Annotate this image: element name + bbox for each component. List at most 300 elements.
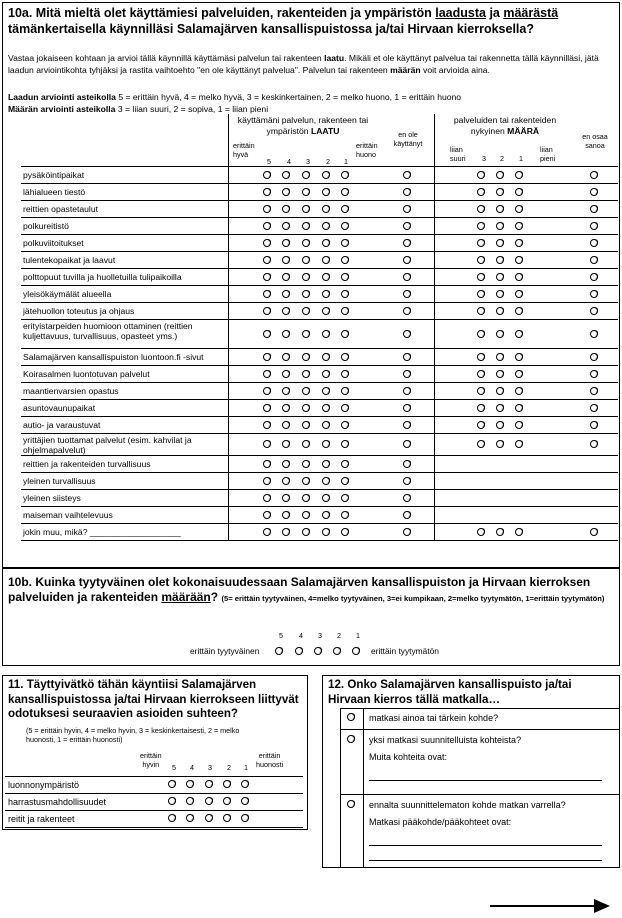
q11-row-divider [5,810,303,811]
quality-radio-row18-1[interactable] [341,477,349,485]
amount-radio-row15-3[interactable] [477,421,485,429]
amount-radio-row3-1[interactable] [515,205,523,213]
amount-radio-row13-3[interactable] [477,387,485,395]
quality-radio-row6-5[interactable] [263,256,271,264]
q12-main-destination-field-1[interactable] [369,845,602,846]
notused-radio-row20[interactable] [403,511,411,519]
quality-radio-row10-4[interactable] [282,330,290,338]
quality-radio-row15-2[interactable] [322,421,330,429]
quality-radio-row20-2[interactable] [322,511,330,519]
quality-num-5: 5 [267,157,271,166]
q10a-quality-scale: Laadun arviointi asteikolla 5 = erittäin hyvä, 4 = melko hyvä, 3 = keskinkertainen, 2 = melko huono, 1 = erittäin huono [8,92,462,102]
notused-radio-row15[interactable] [403,421,411,429]
quality-radio-row6-2[interactable] [322,256,330,264]
quality-radio-row9-2[interactable] [322,307,330,315]
q12-opt3-label: ennalta suunnittelematon kohde matkan varrella? [369,800,566,810]
quality-radio-row10-1[interactable] [341,330,349,338]
table-row-label-18: yleinen turvallisuus [23,476,96,486]
quality-radio-row4-5[interactable] [263,222,271,230]
dontknow-radio-row6[interactable] [590,256,598,264]
quality-radio-row14-3[interactable] [302,404,310,412]
quality-radio-row18-2[interactable] [322,477,330,485]
q11-radio-row3-1[interactable] [241,814,249,822]
quality-radio-row16-4[interactable] [282,440,290,448]
table-row-label-4: polkureitistö [23,221,69,231]
amount-left-label: liian suuri [450,145,466,163]
amount-radio-row12-2[interactable] [496,370,504,378]
q11-radio-row1-3[interactable] [205,780,213,788]
table-row-label-11: Salamajärven kansallispuiston luontoon.fi -sivut [23,352,204,362]
quality-radio-row7-3[interactable] [302,273,310,281]
table-row-label-20: maiseman vaihtelevuus [23,510,113,520]
amount-radio-row13-2[interactable] [496,387,504,395]
quality-radio-row12-5[interactable] [263,370,271,378]
amount-radio-row11-3[interactable] [477,353,485,361]
quality-radio-row11-2[interactable] [322,353,330,361]
quality-radio-row15-5[interactable] [263,421,271,429]
table-row-divider [21,166,618,167]
quality-radio-row16-2[interactable] [322,440,330,448]
q10a-title: 10a. Mitä mieltä olet käyttämiesi palveluiden, rakenteiden ja ympäristön laadusta ja määrästä tämänkertaisella käynnilläsi Salamajärven kansallispuistossa ja/tai Hirvaan kierroksella? [8,6,559,36]
q12-radio-main-destination[interactable] [347,713,355,721]
quality-radio-row11-3[interactable] [302,353,310,361]
quality-radio-row19-1[interactable] [341,494,349,502]
q10b-num-4: 4 [299,631,303,640]
amount-radio-row21-3[interactable] [477,528,485,536]
quality-radio-row12-2[interactable] [322,370,330,378]
dontknow-radio-row1[interactable] [590,171,598,179]
quality-radio-row17-2[interactable] [322,460,330,468]
amount-radio-row6-2[interactable] [496,256,504,264]
quality-radio-row16-3[interactable] [302,440,310,448]
q10b-radio-1[interactable] [352,647,360,655]
quality-radio-row1-5[interactable] [263,171,271,179]
quality-radio-row18-5[interactable] [263,477,271,485]
notused-radio-row14[interactable] [403,404,411,412]
amount-radio-row4-3[interactable] [477,222,485,230]
dontknow-radio-row9[interactable] [590,307,598,315]
table-row-label-13: maantienvarsien opastus [23,386,119,396]
q11-row-label-1: luonnonympäristö [8,780,80,790]
quality-radio-row13-5[interactable] [263,387,271,395]
amount-radio-row16-3[interactable] [477,440,485,448]
q10b-radio-2[interactable] [333,647,341,655]
q12-opt2-label: yksi matkasi suunnitelluista kohteista? [369,735,522,745]
amount-radio-row13-1[interactable] [515,387,523,395]
amount-radio-row1-3[interactable] [477,171,485,179]
table-row-divider [21,217,618,218]
quality-radio-row2-4[interactable] [282,188,290,196]
quality-radio-row20-4[interactable] [282,511,290,519]
q12-opt1-label: matkasi ainoa tai tärkein kohde? [369,713,499,723]
quality-radio-row1-4[interactable] [282,171,290,179]
notused-radio-row16[interactable] [403,440,411,448]
amount-radio-row5-3[interactable] [477,239,485,247]
quality-radio-row15-1[interactable] [341,421,349,429]
dontknow-radio-row10[interactable] [590,330,598,338]
quality-radio-row2-2[interactable] [322,188,330,196]
q11-num-4: 4 [190,763,194,772]
amount-radio-row14-2[interactable] [496,404,504,412]
amount-radio-row12-3[interactable] [477,370,485,378]
table-row-divider [21,416,618,417]
quality-radio-row13-2[interactable] [322,387,330,395]
amount-radio-row8-1[interactable] [515,290,523,298]
amount-num-3: 3 [482,154,486,163]
q12-main-destination-field-2[interactable] [369,860,602,861]
q12-radio-unplanned-stop[interactable] [347,800,355,808]
quality-radio-row17-1[interactable] [341,460,349,468]
quality-radio-row13-1[interactable] [341,387,349,395]
amount-radio-row2-3[interactable] [477,188,485,196]
table-row-label-5: polkuviitoitukset [23,238,84,248]
table-row-divider [21,268,618,269]
dontknow-radio-row15[interactable] [590,421,598,429]
quality-radio-row20-1[interactable] [341,511,349,519]
table-row-label-7: polttopuut tuvilla ja huolletuilla tulipaikoilla [23,272,182,282]
amount-radio-row11-1[interactable] [515,353,523,361]
q11-radio-row2-2[interactable] [223,797,231,805]
amount-radio-row21-1[interactable] [515,528,523,536]
q11-row-label-3: reitit ja rakenteet [8,814,75,824]
q11-radio-row1-1[interactable] [241,780,249,788]
q10b-num-3: 3 [318,631,322,640]
q11-radio-row3-2[interactable] [223,814,231,822]
quality-radio-row14-5[interactable] [263,404,271,412]
quality-radio-row13-4[interactable] [282,387,290,395]
table-row-label-15: autio- ja varaustuvat [23,420,101,430]
amount-radio-row6-3[interactable] [477,256,485,264]
quality-radio-row8-3[interactable] [302,290,310,298]
table-row-label-21: jokin muu, mikä? ___________________ [23,527,181,537]
table-row-label-6: tulentekopaikat ja laavut [23,255,116,265]
dontknow-col-header: en osaa sanoa [582,132,608,150]
notused-radio-row3[interactable] [403,205,411,213]
quality-radio-row3-4[interactable] [282,205,290,213]
quality-radio-row10-5[interactable] [263,330,271,338]
amount-right-label: liian pieni [540,145,556,163]
quality-radio-row2-3[interactable] [302,188,310,196]
table-row-divider [21,455,618,456]
quality-radio-row4-3[interactable] [302,222,310,230]
amount-radio-row15-2[interactable] [496,421,504,429]
q11-bottom-line [5,827,303,828]
amount-radio-row2-1[interactable] [515,188,523,196]
table-row-divider [21,382,618,383]
quality-radio-row9-3[interactable] [302,307,310,315]
quality-radio-row8-1[interactable] [341,290,349,298]
quality-radio-row19-3[interactable] [302,494,310,502]
dontknow-radio-row21[interactable] [590,528,598,536]
table-row-divider [21,251,618,252]
q11-num-2: 2 [227,763,231,772]
dontknow-radio-row7[interactable] [590,273,598,281]
q11-radio-row2-3[interactable] [205,797,213,805]
quality-radio-row15-3[interactable] [302,421,310,429]
quality-radio-row19-2[interactable] [322,494,330,502]
amount-radio-row4-1[interactable] [515,222,523,230]
amount-col-header: palveluiden tai rakenteiden nykyinen MÄÄRÄ [453,115,557,136]
q11-right-label: erittäin huonosti [256,751,284,769]
amount-radio-row11-2[interactable] [496,353,504,361]
amount-num-1: 1 [519,154,523,163]
quality-radio-row3-5[interactable] [263,205,271,213]
q11-scale: (5 = erittäin hyvin, 4 = melko hyvin, 3 = keskinkertaisesti, 2 = melko huonosti, 1 = erittäin huonosti) [26,726,240,744]
quality-radio-row5-2[interactable] [322,239,330,247]
quality-num-4: 4 [287,157,291,166]
quality-radio-row10-2[interactable] [322,330,330,338]
notused-radio-row17[interactable] [403,460,411,468]
notused-radio-row18[interactable] [403,477,411,485]
quality-radio-row16-1[interactable] [341,440,349,448]
amount-radio-row7-2[interactable] [496,273,504,281]
quality-radio-row4-4[interactable] [282,222,290,230]
dontknow-radio-row14[interactable] [590,404,598,412]
quality-num-1: 1 [344,157,348,166]
table-row-label-16: yrittäjien tuottamat palvelut (esim. kahvilat ja ohjelmapalvelut) [23,435,192,455]
table-row-divider [21,523,618,524]
notused-radio-row4[interactable] [403,222,411,230]
quality-radio-row5-3[interactable] [302,239,310,247]
quality-radio-row6-1[interactable] [341,256,349,264]
quality-radio-row10-3[interactable] [302,330,310,338]
quality-radio-row5-5[interactable] [263,239,271,247]
amount-radio-row9-1[interactable] [515,307,523,315]
notused-radio-row7[interactable] [403,273,411,281]
table-row-label-19: yleinen siisteys [23,493,81,503]
quality-radio-row17-4[interactable] [282,460,290,468]
amount-radio-row1-2[interactable] [496,171,504,179]
quality-radio-row11-5[interactable] [263,353,271,361]
notused-radio-row2[interactable] [403,188,411,196]
amount-radio-row21-2[interactable] [496,528,504,536]
quality-radio-row5-1[interactable] [341,239,349,247]
quality-radio-row8-4[interactable] [282,290,290,298]
dontknow-radio-row2[interactable] [590,188,598,196]
table-row-label-10: erityistarpeiden huomioon ottaminen (reittien kuljettavuus, turvallisuus, opasteet yms.) [23,321,193,341]
quality-radio-row5-4[interactable] [282,239,290,247]
dontknow-radio-row4[interactable] [590,222,598,230]
table-row-divider [21,506,618,507]
q10b-right-label: erittäin tyytymätön [371,646,439,656]
amount-radio-row10-1[interactable] [515,330,523,338]
quality-radio-row15-4[interactable] [282,421,290,429]
quality-radio-row11-4[interactable] [282,353,290,361]
table-row-label-17: reittien ja rakenteiden turvallisuus [23,459,151,469]
dontknow-radio-row13[interactable] [590,387,598,395]
quality-radio-row1-1[interactable] [341,171,349,179]
notused-radio-row6[interactable] [403,256,411,264]
q10b-radio-4[interactable] [295,647,303,655]
quality-radio-row6-4[interactable] [282,256,290,264]
quality-radio-row20-3[interactable] [302,511,310,519]
q11-row-divider [5,776,303,777]
quality-col-separator [228,114,229,540]
amount-radio-row1-1[interactable] [515,171,523,179]
notused-radio-row1[interactable] [403,171,411,179]
q11-num-5: 5 [172,763,176,772]
amount-radio-row10-3[interactable] [477,330,485,338]
quality-radio-row4-2[interactable] [322,222,330,230]
q10b-left-label: erittäin tyytyväinen [190,646,260,656]
amount-radio-row10-2[interactable] [496,330,504,338]
quality-radio-row2-1[interactable] [341,188,349,196]
notused-radio-row21[interactable] [403,528,411,536]
quality-radio-row11-1[interactable] [341,353,349,361]
amount-radio-row7-1[interactable] [515,273,523,281]
notused-radio-row8[interactable] [403,290,411,298]
amount-radio-row7-3[interactable] [477,273,485,281]
table-row-label-1: pysäköintipaikat [23,170,85,180]
notused-radio-row10[interactable] [403,330,411,338]
quality-radio-row14-1[interactable] [341,404,349,412]
q10a-amount-scale: Määrän arviointi asteikolla 3 = liian suuri, 2 = sopiva, 1 = liian pieni [8,104,269,114]
notused-radio-row11[interactable] [403,353,411,361]
quality-radio-row3-2[interactable] [322,205,330,213]
quality-radio-row8-5[interactable] [263,290,271,298]
notused-radio-row9[interactable] [403,307,411,315]
q12-opt3-sublabel: Matkasi pääkohde/pääkohteet ovat: [369,817,512,827]
dontknow-radio-row16[interactable] [590,440,598,448]
quality-num-3: 3 [306,157,310,166]
dontknow-radio-row12[interactable] [590,370,598,378]
q10b-num-1: 1 [356,631,360,640]
amount-num-2: 2 [500,154,504,163]
quality-radio-row9-1[interactable] [341,307,349,315]
q11-radio-row1-4[interactable] [186,780,194,788]
table-row-divider [21,183,618,184]
quality-col-header: käyttämäni palvelun, rakenteen tai ympäristön LAATU [237,115,369,136]
amount-radio-row5-2[interactable] [496,239,504,247]
quality-radio-row7-5[interactable] [263,273,271,281]
quality-radio-row21-3[interactable] [302,528,310,536]
quality-radio-row8-2[interactable] [322,290,330,298]
amount-radio-row14-3[interactable] [477,404,485,412]
amount-radio-row2-2[interactable] [496,188,504,196]
notused-radio-row12[interactable] [403,370,411,378]
dontknow-radio-row11[interactable] [590,353,598,361]
table-row-divider [21,285,618,286]
quality-radio-row21-1[interactable] [341,528,349,536]
quality-right-label: erittäin huono [356,141,378,159]
quality-radio-row13-3[interactable] [302,387,310,395]
amount-radio-row9-2[interactable] [496,307,504,315]
quality-radio-row2-5[interactable] [263,188,271,196]
amount-radio-row8-3[interactable] [477,290,485,298]
notused-radio-row13[interactable] [403,387,411,395]
q11-radio-row3-4[interactable] [186,814,194,822]
amount-radio-row5-1[interactable] [515,239,523,247]
table-row-label-14: asuntovaunupaikat [23,403,96,413]
quality-radio-row17-5[interactable] [263,460,271,468]
next-page-arrow-icon[interactable] [490,897,612,915]
table-row-label-8: yleisökäymälät alueella [23,289,112,299]
quality-radio-row7-1[interactable] [341,273,349,281]
table-row-label-3: reittien opastetaulut [23,204,99,214]
quality-radio-row1-3[interactable] [302,171,310,179]
amount-radio-row8-2[interactable] [496,290,504,298]
amount-radio-row4-2[interactable] [496,222,504,230]
quality-radio-row19-4[interactable] [282,494,290,502]
amount-radio-row3-3[interactable] [477,205,485,213]
table-bottom-line [21,540,618,541]
amount-radio-row9-3[interactable] [477,307,485,315]
quality-radio-row7-2[interactable] [322,273,330,281]
quality-radio-row16-5[interactable] [263,440,271,448]
table-row-divider [21,302,618,303]
quality-radio-row9-5[interactable] [263,307,271,315]
amount-radio-row14-1[interactable] [515,404,523,412]
q12-opt2-sublabel: Muita kohteita ovat: [369,752,448,762]
amount-radio-row16-1[interactable] [515,440,523,448]
q11-radio-row1-5[interactable] [168,780,176,788]
notused-radio-row19[interactable] [403,494,411,502]
q11-radio-row3-3[interactable] [205,814,213,822]
table-row-divider [21,489,618,490]
q11-radio-row2-5[interactable] [168,797,176,805]
notused-radio-row5[interactable] [403,239,411,247]
dontknow-radio-row5[interactable] [590,239,598,247]
amount-radio-row15-1[interactable] [515,421,523,429]
quality-radio-row21-4[interactable] [282,528,290,536]
quality-radio-row17-3[interactable] [302,460,310,468]
q10b-radio-3[interactable] [314,647,322,655]
table-row-divider [21,433,618,434]
q11-radio-row2-4[interactable] [186,797,194,805]
q11-num-3: 3 [208,763,212,772]
quality-radio-row3-3[interactable] [302,205,310,213]
amount-radio-row6-1[interactable] [515,256,523,264]
q11-radio-row1-2[interactable] [223,780,231,788]
q10b-radio-5[interactable] [275,647,283,655]
table-row-divider [21,348,618,349]
quality-radio-row12-4[interactable] [282,370,290,378]
quality-radio-row1-2[interactable] [322,171,330,179]
quality-radio-row18-3[interactable] [302,477,310,485]
q12-radio-planned-destination[interactable] [347,735,355,743]
quality-radio-row18-4[interactable] [282,477,290,485]
quality-left-label: erittäin hyvä [233,141,255,159]
quality-radio-row19-5[interactable] [263,494,271,502]
amount-radio-row16-2[interactable] [496,440,504,448]
quality-radio-row7-4[interactable] [282,273,290,281]
dontknow-radio-row8[interactable] [590,290,598,298]
quality-radio-row4-1[interactable] [341,222,349,230]
quality-radio-row12-3[interactable] [302,370,310,378]
table-row-divider [21,319,618,320]
table-row-label-9: jätehuollon toteutus ja ohjaus [23,306,135,316]
dontknow-radio-row3[interactable] [590,205,598,213]
quality-radio-row9-4[interactable] [282,307,290,315]
quality-radio-row14-2[interactable] [322,404,330,412]
q11-num-1: 1 [244,763,248,772]
quality-radio-row21-2[interactable] [322,528,330,536]
quality-radio-row20-5[interactable] [263,511,271,519]
q11-radio-row3-5[interactable] [168,814,176,822]
quality-radio-row3-1[interactable] [341,205,349,213]
q12-other-destinations-field[interactable] [369,780,602,781]
quality-radio-row14-4[interactable] [282,404,290,412]
q11-radio-row2-1[interactable] [241,797,249,805]
amount-radio-row3-2[interactable] [496,205,504,213]
table-row-divider [21,200,618,201]
table-row-label-12: Koirasalmen luontotuvan palvelut [23,369,150,379]
quality-radio-row6-3[interactable] [302,256,310,264]
amount-radio-row12-1[interactable] [515,370,523,378]
quality-radio-row12-1[interactable] [341,370,349,378]
quality-radio-row21-5[interactable] [263,528,271,536]
table-row-label-2: lähialueen tiestö [23,187,86,197]
